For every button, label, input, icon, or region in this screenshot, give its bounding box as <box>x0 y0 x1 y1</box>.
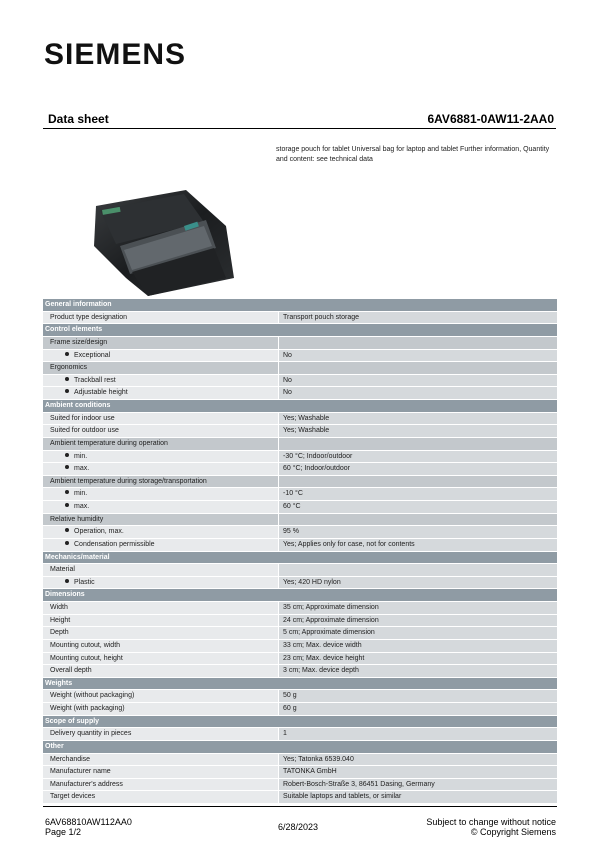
row-value: 60 °C; Indoor/outdoor <box>279 463 557 475</box>
row-label: Condensation permissible <box>74 540 155 548</box>
copyright: © Copyright Siemens <box>470 827 556 837</box>
row-label-cell <box>43 653 278 665</box>
header-bar <box>43 112 556 129</box>
row-label: Mounting cutout, height <box>50 654 123 662</box>
row-value <box>279 476 557 488</box>
row-value: 5 cm; Approximate dimension <box>279 627 557 639</box>
row-label-cell <box>43 413 278 425</box>
change-notice: Subject to change without notice <box>426 817 556 827</box>
row-value: Yes; Tatonka 6539.040 <box>279 754 557 766</box>
row-label: Frame size/design <box>50 338 108 346</box>
row-value <box>279 362 557 374</box>
section-label: Other <box>45 742 64 750</box>
row-label-cell <box>43 375 278 387</box>
table-row <box>43 463 557 476</box>
row-label: max. <box>74 503 90 510</box>
table-row <box>43 526 557 539</box>
section-header <box>43 741 557 754</box>
row-label: Target devices <box>50 793 96 801</box>
section-header <box>43 299 557 312</box>
section-label: Mechanics/material <box>45 553 110 561</box>
row-label-cell <box>43 791 278 803</box>
row-value: Yes; Washable <box>279 425 557 437</box>
row-label-cell <box>43 690 278 702</box>
table-row <box>43 653 557 666</box>
table-row <box>43 640 557 653</box>
bullet-icon <box>65 465 69 469</box>
row-value: Yes; 420 HD nylon <box>279 577 557 589</box>
product-description: storage pouch for tablet Universal bag for laptop and tablet Further information, Quantity and content: see technical data <box>276 146 550 163</box>
row-label: Ergonomics <box>50 364 87 372</box>
row-label: Manufacturer name <box>50 768 111 776</box>
page-title: Data sheet <box>48 112 109 126</box>
row-value: 95 % <box>279 526 557 538</box>
row-value: 3 cm; Max. device depth <box>279 665 557 677</box>
table-row <box>43 514 557 527</box>
table-row <box>43 665 557 678</box>
section-label: General information <box>45 301 112 308</box>
row-value: No <box>279 387 557 399</box>
row-label-cell <box>43 577 278 589</box>
row-label: Operation, max. <box>74 528 124 536</box>
row-label: Weight (with packaging) <box>50 705 125 712</box>
row-value: No <box>279 350 557 362</box>
section-label: Scope of supply <box>45 717 100 725</box>
bullet-icon <box>65 490 69 494</box>
table-row <box>43 488 557 501</box>
row-label: Delivery quantity in pieces <box>50 730 132 738</box>
row-value: 23 cm; Max. device height <box>279 653 557 665</box>
table-row <box>43 476 557 489</box>
row-label: Weight (without packaging) <box>50 692 135 700</box>
row-label: max. <box>74 465 90 473</box>
row-value: 35 cm; Approximate dimension <box>279 602 557 614</box>
row-label: min. <box>74 452 88 460</box>
row-label-cell <box>43 615 278 627</box>
table-row <box>43 362 557 375</box>
table-row <box>43 312 557 325</box>
bullet-icon <box>65 352 69 356</box>
table-row <box>43 690 557 703</box>
row-label-cell <box>43 451 278 463</box>
table-row <box>43 766 557 779</box>
table-row <box>43 564 557 577</box>
table-row <box>43 577 557 590</box>
section-label: Dimensions <box>45 591 85 599</box>
bullet-icon <box>65 377 69 381</box>
row-label-cell <box>43 754 278 766</box>
table-row <box>43 350 557 363</box>
row-label: Plastic <box>74 578 95 586</box>
row-label: Overall depth <box>50 667 92 675</box>
row-label-cell <box>43 766 278 778</box>
row-value: -30 °C; Indoor/outdoor <box>279 451 557 463</box>
footer-date: 6/28/2023 <box>278 822 319 832</box>
section-label: Ambient conditions <box>45 402 111 409</box>
row-label-cell <box>43 438 278 450</box>
product-code: 6AV6881-0AW11-2AA0 <box>427 112 554 126</box>
row-label-cell <box>43 627 278 639</box>
row-label-cell <box>43 501 278 513</box>
row-label-cell <box>43 564 278 576</box>
row-value: No <box>279 375 557 387</box>
section-header <box>43 589 557 602</box>
footer-divider <box>43 806 557 807</box>
row-value <box>279 337 557 349</box>
row-value: 50 g <box>279 690 557 702</box>
section-label: Control elements <box>45 326 103 334</box>
table-row <box>43 451 557 464</box>
row-value: 60 °C <box>279 501 557 513</box>
table-row <box>43 754 557 767</box>
bullet-icon <box>65 503 69 507</box>
row-label: Height <box>50 616 71 624</box>
row-label: Merchandise <box>50 755 91 763</box>
row-value: TATONKA GmbH <box>279 766 557 778</box>
row-label: Material <box>50 566 75 574</box>
row-label-cell <box>43 463 278 475</box>
row-label-cell <box>43 387 278 399</box>
row-label: Suited for indoor use <box>50 414 115 422</box>
table-row <box>43 703 557 716</box>
row-label-cell <box>43 350 278 362</box>
section-header <box>43 678 557 691</box>
row-label: Ambient temperature during storage/transportation <box>50 477 207 485</box>
row-label-cell <box>43 476 278 488</box>
row-label: Relative humidity <box>50 515 104 523</box>
row-value <box>279 564 557 576</box>
row-label-cell <box>43 665 278 677</box>
spec-table <box>43 299 557 804</box>
row-value: 24 cm; Approximate dimension <box>279 615 557 627</box>
row-label: Mounting cutout, width <box>50 641 121 649</box>
bullet-icon <box>65 453 69 457</box>
row-label-cell <box>43 526 278 538</box>
row-label-cell <box>43 312 278 324</box>
table-row <box>43 627 557 640</box>
row-label-cell <box>43 514 278 526</box>
table-row <box>43 791 557 804</box>
table-row <box>43 425 557 438</box>
section-header <box>43 716 557 729</box>
row-value: Suitable laptops and tablets, or similar <box>279 791 557 803</box>
section-header <box>43 400 557 413</box>
row-value <box>279 438 557 450</box>
row-label: Trackball rest <box>74 376 116 384</box>
table-row <box>43 615 557 628</box>
bullet-icon <box>65 541 69 545</box>
row-label-cell <box>43 488 278 500</box>
section-header <box>43 552 557 565</box>
bullet-icon <box>65 528 69 532</box>
row-label-cell <box>43 602 278 614</box>
row-label: Manufacturer's address <box>50 780 123 788</box>
section-label: Weights <box>45 679 73 687</box>
row-value <box>279 514 557 526</box>
row-label-cell <box>43 703 278 715</box>
row-label-cell <box>43 362 278 374</box>
row-label-cell <box>43 539 278 551</box>
footer-left <box>45 817 132 837</box>
row-value: -10 °C <box>279 488 557 500</box>
row-label: Depth <box>50 629 69 637</box>
table-row <box>43 438 557 451</box>
product-image <box>86 186 236 298</box>
bullet-icon <box>65 579 69 583</box>
row-label-cell <box>43 728 278 740</box>
row-label-cell <box>43 640 278 652</box>
row-value: Robert-Bosch-Straße 3, 86451 Dasing, Germany <box>279 779 557 791</box>
row-label: Product type designation <box>50 313 128 321</box>
bullet-icon <box>65 389 69 393</box>
table-row <box>43 539 557 552</box>
row-label-cell <box>43 425 278 437</box>
table-row <box>43 779 557 792</box>
doc-id: 6AV68810AW112AA0 <box>45 817 132 827</box>
table-row <box>43 413 557 426</box>
row-label: Exceptional <box>74 351 111 359</box>
row-value: 33 cm; Max. device width <box>279 640 557 652</box>
table-row <box>43 501 557 514</box>
row-value: Yes; Applies only for case, not for contents <box>279 539 557 551</box>
row-value: 1 <box>279 728 557 740</box>
table-row <box>43 387 557 400</box>
table-row <box>43 602 557 615</box>
row-label: min. <box>74 490 88 498</box>
table-row <box>43 375 557 388</box>
section-header <box>43 324 557 337</box>
table-row <box>43 337 557 350</box>
row-value: Transport pouch storage <box>279 312 557 324</box>
row-label: Adjustable height <box>74 389 128 397</box>
row-label-cell <box>43 337 278 349</box>
footer-right <box>426 817 556 837</box>
row-value: Yes; Washable <box>279 413 557 425</box>
row-value: 60 g <box>279 703 557 715</box>
row-label: Ambient temperature during operation <box>50 439 168 447</box>
siemens-logo: SIEMENS <box>44 38 187 71</box>
page-number: Page 1/2 <box>45 827 82 837</box>
row-label: Suited for outdoor use <box>50 427 119 435</box>
table-row <box>43 728 557 741</box>
row-label: Width <box>50 604 68 611</box>
row-label-cell <box>43 779 278 791</box>
